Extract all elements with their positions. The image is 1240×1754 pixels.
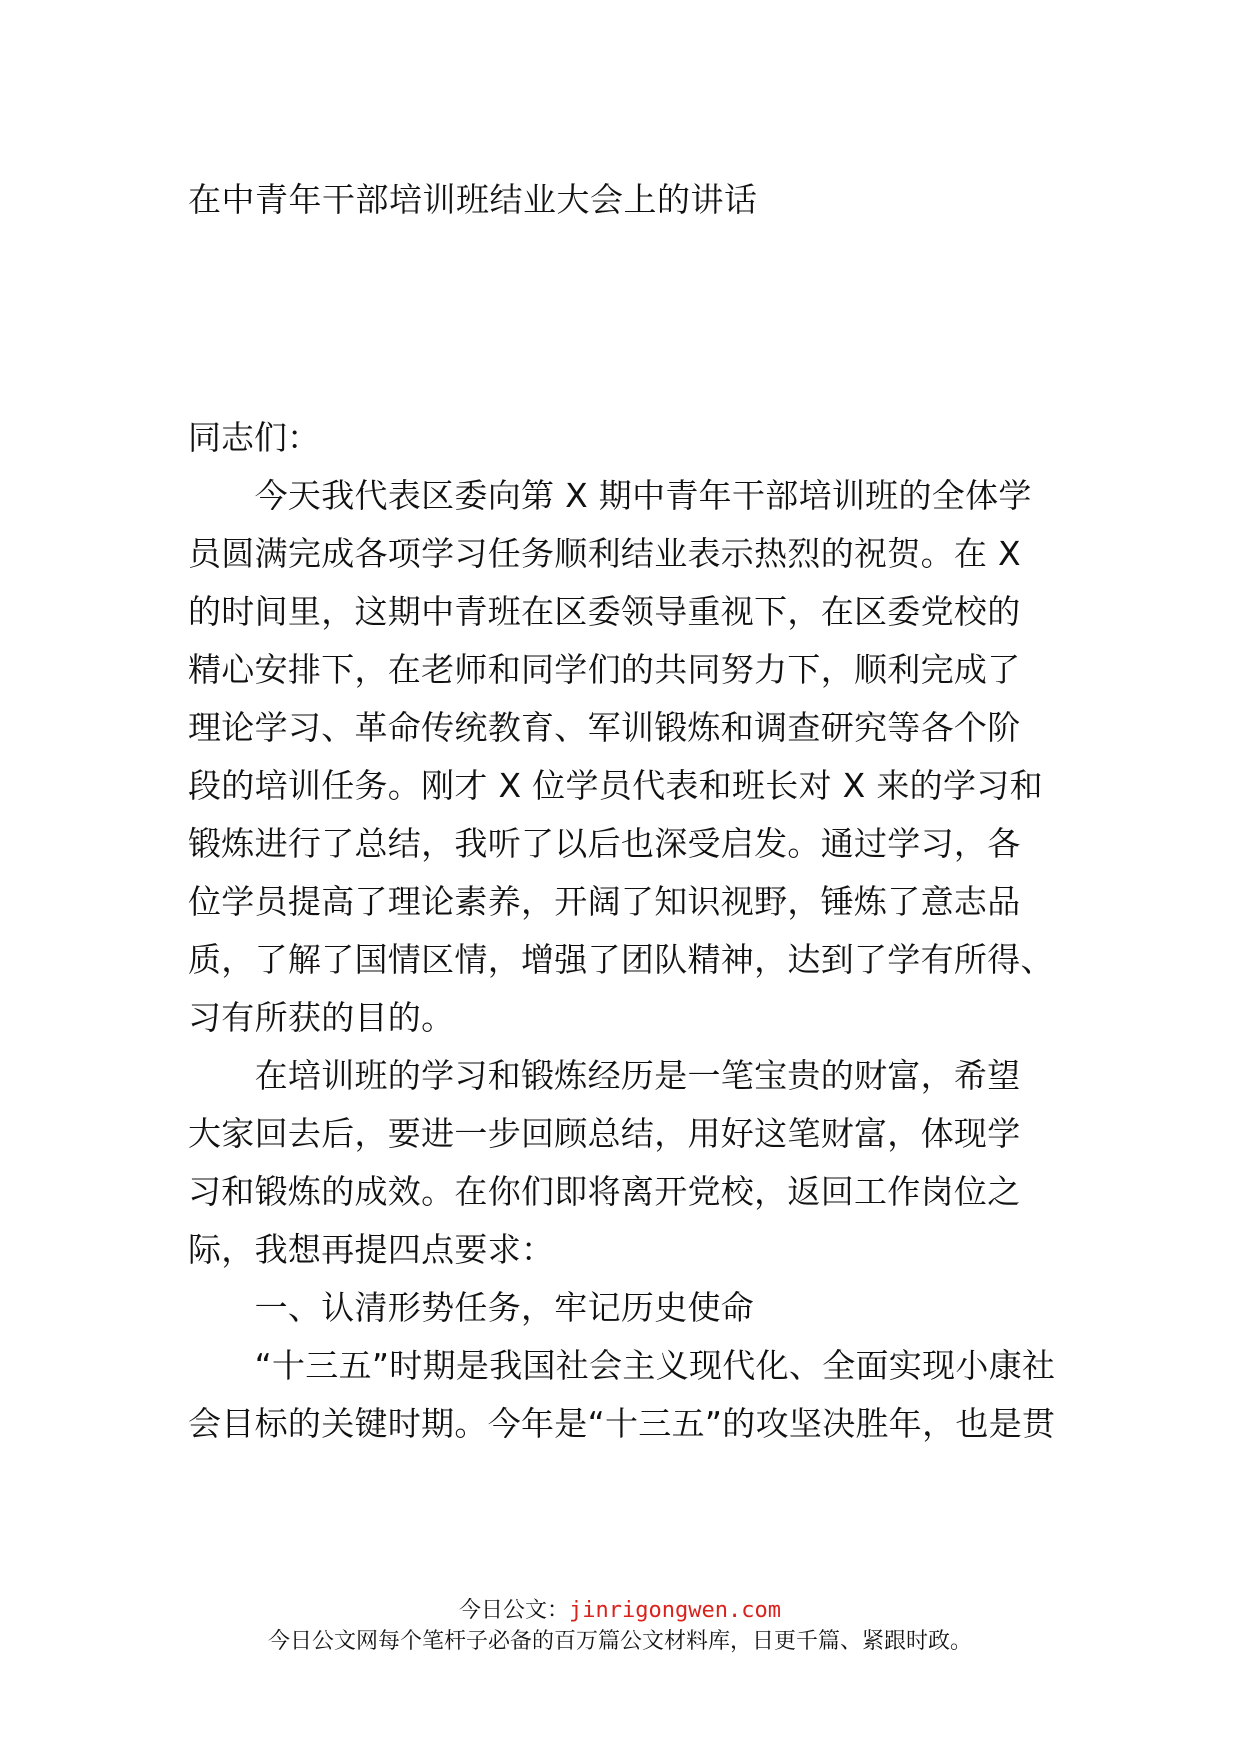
body-line: 的时间里，这期中青班在区委领导重视下，在区委党校的	[188, 592, 1021, 631]
body-line: 员圆满完成各项学习任务顺利结业表示热烈的祝贺。在 X	[188, 534, 1021, 573]
body-line: “十三五”时期是我国社会主义现代化、全面实现小康社	[188, 1346, 1056, 1385]
body-line: 锻炼进行了总结，我听了以后也深受启发。通过学习，各	[188, 824, 1021, 863]
footer-source	[0, 1596, 1240, 1626]
body-line: 质，了解了国情区情，增强了团队精神，达到了学有所得、	[188, 940, 1054, 979]
body-line: 在培训班的学习和锻炼经历是一笔宝贵的财富，希望	[188, 1056, 1021, 1095]
body-line: 会目标的关键时期。今年是“十三五”的攻坚决胜年，也是贯	[188, 1404, 1056, 1443]
body-line: 际，我想再提四点要求：	[188, 1230, 555, 1269]
footer-tagline: 今日公文网每个笔杆子必备的百万篇公文材料库，日更千篇、紧跟时政。	[267, 1629, 972, 1654]
salutation: 同志们：	[188, 418, 320, 457]
body-line: 习有所获的目的。	[188, 998, 455, 1037]
body-line: 位学员提高了理论素养，开阔了知识视野，锤炼了意志品	[188, 882, 1021, 921]
body-line: 今天我代表区委向第 X 期中青年干部培训班的全体学	[188, 476, 1032, 515]
document-title: 在中青年干部培训班结业大会上的讲话	[188, 180, 758, 219]
footer-label: 今日公文：	[459, 1598, 570, 1623]
body-line: 大家回去后，要进一步回顾总结，用好这笔财富，体现学	[188, 1114, 1021, 1153]
body-line: 段的培训任务。刚才 X 位学员代表和班长对 X 来的学习和	[188, 766, 1043, 805]
footer-url-link[interactable]: jinrigongwen.com	[569, 1598, 781, 1623]
body-line: 理论学习、革命传统教育、军训锻炼和调查研究等各个阶	[188, 708, 1021, 747]
body-line: 精心安排下，在老师和同学们的共同努力下，顺利完成了	[188, 650, 1021, 689]
section-heading: 一、认清形势任务，牢记历史使命	[188, 1288, 755, 1327]
body-line: 习和锻炼的成效。在你们即将离开党校，返回工作岗位之	[188, 1172, 1021, 1211]
